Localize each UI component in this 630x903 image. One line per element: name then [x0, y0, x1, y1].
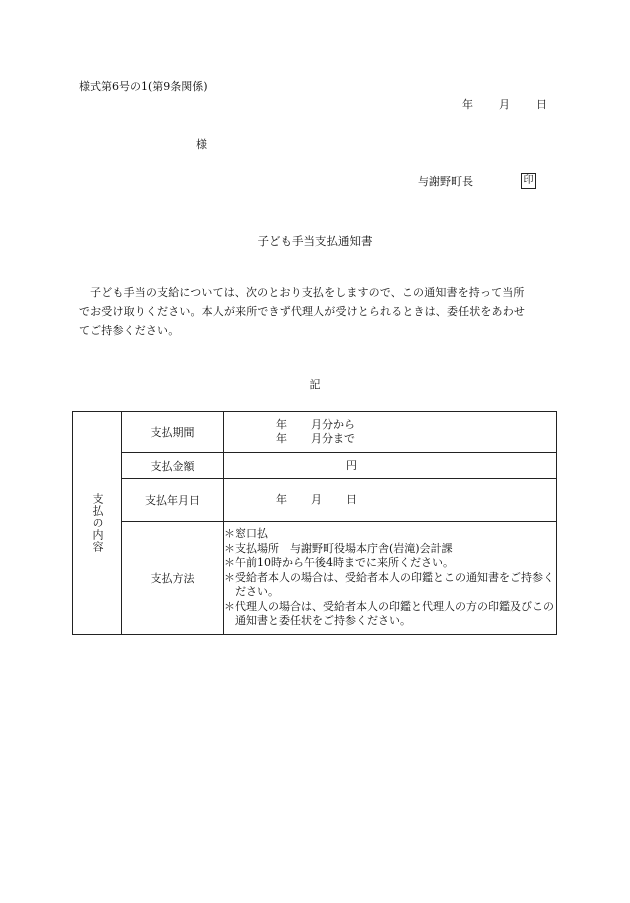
- payment-date-label: 支払年月日: [122, 479, 224, 522]
- method-item: ＊受給者本人の場合は、受給者本人の印鑑とこの通知書をご持参く: [224, 570, 554, 584]
- payment-date-day: 日: [346, 493, 357, 506]
- period-value: [224, 412, 557, 453]
- table-row: [73, 412, 557, 453]
- date-year: 年: [462, 98, 473, 111]
- body-line: てご持参ください。: [79, 324, 180, 337]
- period-from-month: 月分から: [311, 418, 355, 431]
- table-row: [73, 453, 557, 479]
- amount-value: [224, 453, 557, 479]
- method-item: ＊代理人の場合は、受給者本人の印鑑と代理人の方の印鑑及びこの: [224, 599, 554, 613]
- method-item: 通知書と委任状をご持参ください。: [224, 614, 411, 628]
- date-month: 月: [499, 98, 510, 111]
- amount-unit: 円: [346, 458, 357, 472]
- date-day: 日: [536, 98, 547, 111]
- payment-date-value: [224, 479, 557, 522]
- period-label: 支払期間: [122, 412, 224, 453]
- addressee-suffix: 様: [196, 138, 207, 151]
- notice-body: [79, 283, 555, 340]
- method-item: ださい。: [224, 585, 279, 599]
- period-to-month: 月分まで: [311, 432, 355, 445]
- document-title: 子ども手当支払通知書: [257, 234, 373, 248]
- form-number: 様式第6号の1(第9条関係): [79, 80, 208, 93]
- issue-date: [462, 98, 547, 112]
- method-item: ＊支払場所 与謝野町役場本庁舎(岩滝)会計課: [224, 541, 453, 555]
- period-to-year: 年: [276, 432, 287, 445]
- side-label: 支払の内容: [73, 412, 122, 635]
- payment-details-table: [72, 411, 557, 635]
- method-value: [224, 522, 557, 635]
- body-line: 子ども手当の支給については、次のとおり支払をしますので、この通知書を持って当所: [79, 286, 525, 299]
- table-row: [73, 479, 557, 522]
- method-label: 支払方法: [122, 522, 224, 635]
- amount-label: 支払金額: [122, 453, 224, 479]
- table-row: [73, 522, 557, 635]
- seal-stamp: 印: [521, 173, 536, 189]
- ki-heading: 記: [309, 378, 321, 391]
- period-from-year: 年: [276, 418, 287, 431]
- issuer-name: 与謝野町長: [418, 175, 473, 188]
- body-line: でお受け取りください。本人が来所できず代理人が受けとられるときは、委任状をあわせ: [79, 305, 525, 318]
- method-item: ＊午前10時から午後4時までに来所ください。: [224, 556, 454, 570]
- method-item: ＊窓口払: [224, 526, 268, 540]
- payment-date-month: 月: [311, 493, 322, 506]
- payment-date-year: 年: [276, 493, 287, 506]
